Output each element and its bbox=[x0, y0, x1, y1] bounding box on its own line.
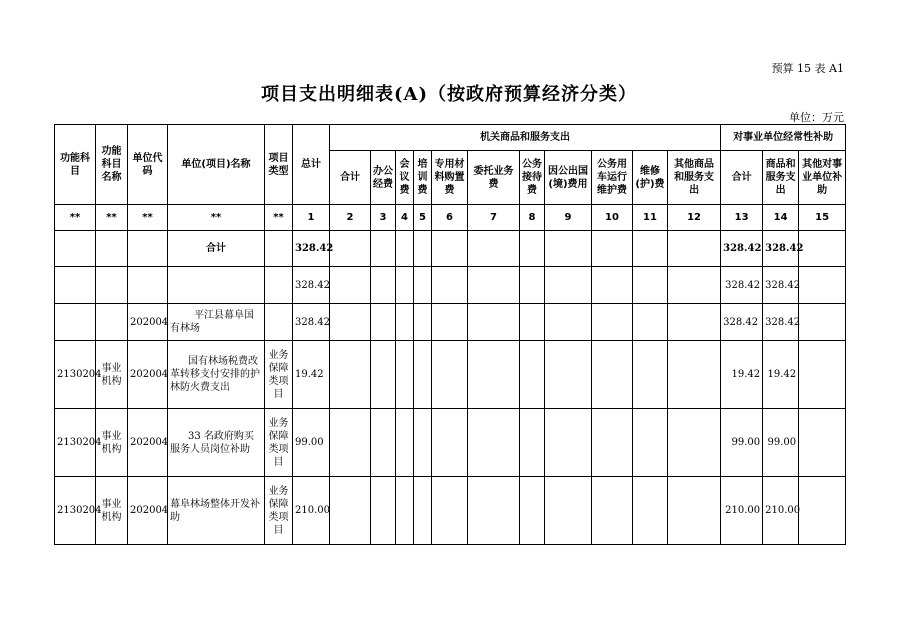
header-training: 培训费 bbox=[414, 151, 432, 205]
cell-funcname: 事业机构 bbox=[96, 341, 128, 409]
index-cell: ** bbox=[55, 205, 96, 231]
header-unit-code: 单位代码 bbox=[128, 125, 168, 205]
cell-name: 国有林场税费改革转移支付安排的护林防火费支出 bbox=[168, 341, 265, 409]
index-cell: ** bbox=[96, 205, 128, 231]
header-abroad: 因公出国(境)费用 bbox=[545, 151, 592, 205]
table-code: 预算 15 表 A1 bbox=[771, 62, 844, 75]
cell-func: 2130204 bbox=[55, 409, 96, 477]
cell-type bbox=[265, 304, 293, 341]
cell-goods2: 328.42 bbox=[763, 231, 799, 267]
index-cell: 6 bbox=[432, 205, 468, 231]
cell-name bbox=[168, 267, 265, 304]
header-repair: 维修(护)费 bbox=[633, 151, 668, 205]
index-cell: ** bbox=[168, 205, 265, 231]
header-vehicle: 公务用车运行维护费 bbox=[592, 151, 633, 205]
cell-total: 328.42 bbox=[293, 267, 330, 304]
cell-name: 平江县幕阜国有林场 bbox=[168, 304, 265, 341]
index-cell: 9 bbox=[545, 205, 592, 231]
cell-total: 210.00 bbox=[293, 477, 330, 545]
cell-funcname bbox=[96, 304, 128, 341]
header-sum2: 合计 bbox=[721, 151, 763, 205]
index-cell: ** bbox=[128, 205, 168, 231]
index-cell: 14 bbox=[763, 205, 799, 231]
cell-code: 202004 bbox=[128, 341, 168, 409]
index-cell: 7 bbox=[468, 205, 520, 231]
cell-code bbox=[128, 267, 168, 304]
index-cell: 10 bbox=[592, 205, 633, 231]
cell-goods2: 99.00 bbox=[763, 409, 799, 477]
cell-sum2: 328.42 bbox=[721, 267, 763, 304]
index-row bbox=[55, 205, 846, 231]
header-project-type: 项目类型 bbox=[265, 125, 293, 205]
cell-sum2: 99.00 bbox=[721, 409, 763, 477]
table-row bbox=[55, 304, 846, 341]
header-group-subsidy: 对事业单位经常性补助 bbox=[721, 125, 846, 151]
cell-funcname bbox=[96, 267, 128, 304]
cell-type: 业务保障类项目 bbox=[265, 341, 293, 409]
index-cell: ** bbox=[265, 205, 293, 231]
header-total: 总计 bbox=[293, 125, 330, 205]
cell-goods2: 328.42 bbox=[763, 304, 799, 341]
index-cell: 1 bbox=[293, 205, 330, 231]
header-entrust: 委托业务费 bbox=[468, 151, 520, 205]
table-row bbox=[55, 231, 846, 267]
index-cell: 11 bbox=[633, 205, 668, 231]
table-row bbox=[55, 477, 846, 545]
cell-goods2: 19.42 bbox=[763, 341, 799, 409]
cell-total: 328.42 bbox=[293, 304, 330, 341]
header-func-subject-name: 功能科目名称 bbox=[96, 125, 128, 205]
cell-func bbox=[55, 304, 96, 341]
cell-code bbox=[128, 231, 168, 267]
header-materials: 专用材料购置费 bbox=[432, 151, 468, 205]
cell-type bbox=[265, 267, 293, 304]
page-title: 项目支出明细表(A)（按政府预算经济分类） bbox=[261, 84, 637, 105]
cell-goods2: 210.00 bbox=[763, 477, 799, 545]
cell-sum2: 210.00 bbox=[721, 477, 763, 545]
cell-func: 2130204 bbox=[55, 341, 96, 409]
index-cell: 13 bbox=[721, 205, 763, 231]
cell-sum2: 328.42 bbox=[721, 231, 763, 267]
index-cell: 2 bbox=[330, 205, 371, 231]
header-func-subject: 功能科目 bbox=[55, 125, 96, 205]
cell-name: 幕阜林场整体开发补助 bbox=[168, 477, 265, 545]
header-other2: 其他对事业单位补助 bbox=[799, 151, 846, 205]
index-cell: 5 bbox=[414, 205, 432, 231]
unit-label: 单位：万元 bbox=[789, 111, 844, 124]
index-cell: 15 bbox=[799, 205, 846, 231]
index-cell: 4 bbox=[396, 205, 414, 231]
cell-type: 业务保障类项目 bbox=[265, 477, 293, 545]
cell-type bbox=[265, 231, 293, 267]
header-sum: 合计 bbox=[330, 151, 371, 205]
header-meeting: 会议费 bbox=[396, 151, 414, 205]
header-other-goods: 其他商品和服务支出 bbox=[668, 151, 721, 205]
index-cell: 3 bbox=[371, 205, 396, 231]
header-goods2: 商品和服务支出 bbox=[763, 151, 799, 205]
index-cell: 12 bbox=[668, 205, 721, 231]
table-row bbox=[55, 341, 846, 409]
cell-total: 99.00 bbox=[293, 409, 330, 477]
cell-type: 业务保障类项目 bbox=[265, 409, 293, 477]
cell-name: 合计 bbox=[168, 231, 265, 267]
cell-funcname: 事业机构 bbox=[96, 409, 128, 477]
header-group-goods: 机关商品和服务支出 bbox=[330, 125, 721, 151]
cell-name: 33 名政府购买服务人员岗位补助 bbox=[168, 409, 265, 477]
cell-code: 202004 bbox=[128, 304, 168, 341]
cell-func bbox=[55, 267, 96, 304]
header-reception: 公务接待费 bbox=[520, 151, 545, 205]
cell-sum2: 328.42 bbox=[721, 304, 763, 341]
table-row bbox=[55, 267, 846, 304]
cell-func: 2130204 bbox=[55, 477, 96, 545]
cell-code: 202004 bbox=[128, 409, 168, 477]
cell-total: 19.42 bbox=[293, 341, 330, 409]
table-row bbox=[55, 409, 846, 477]
header-office: 办公经费 bbox=[371, 151, 396, 205]
cell-func bbox=[55, 231, 96, 267]
cell-code: 202004 bbox=[128, 477, 168, 545]
index-cell: 8 bbox=[520, 205, 545, 231]
cell-funcname: 事业机构 bbox=[96, 477, 128, 545]
budget-table bbox=[54, 124, 846, 545]
cell-goods2: 328.42 bbox=[763, 267, 799, 304]
cell-total: 328.42 bbox=[293, 231, 330, 267]
cell-funcname bbox=[96, 231, 128, 267]
header-unit-name: 单位(项目)名称 bbox=[168, 125, 265, 205]
cell-sum2: 19.42 bbox=[721, 341, 763, 409]
